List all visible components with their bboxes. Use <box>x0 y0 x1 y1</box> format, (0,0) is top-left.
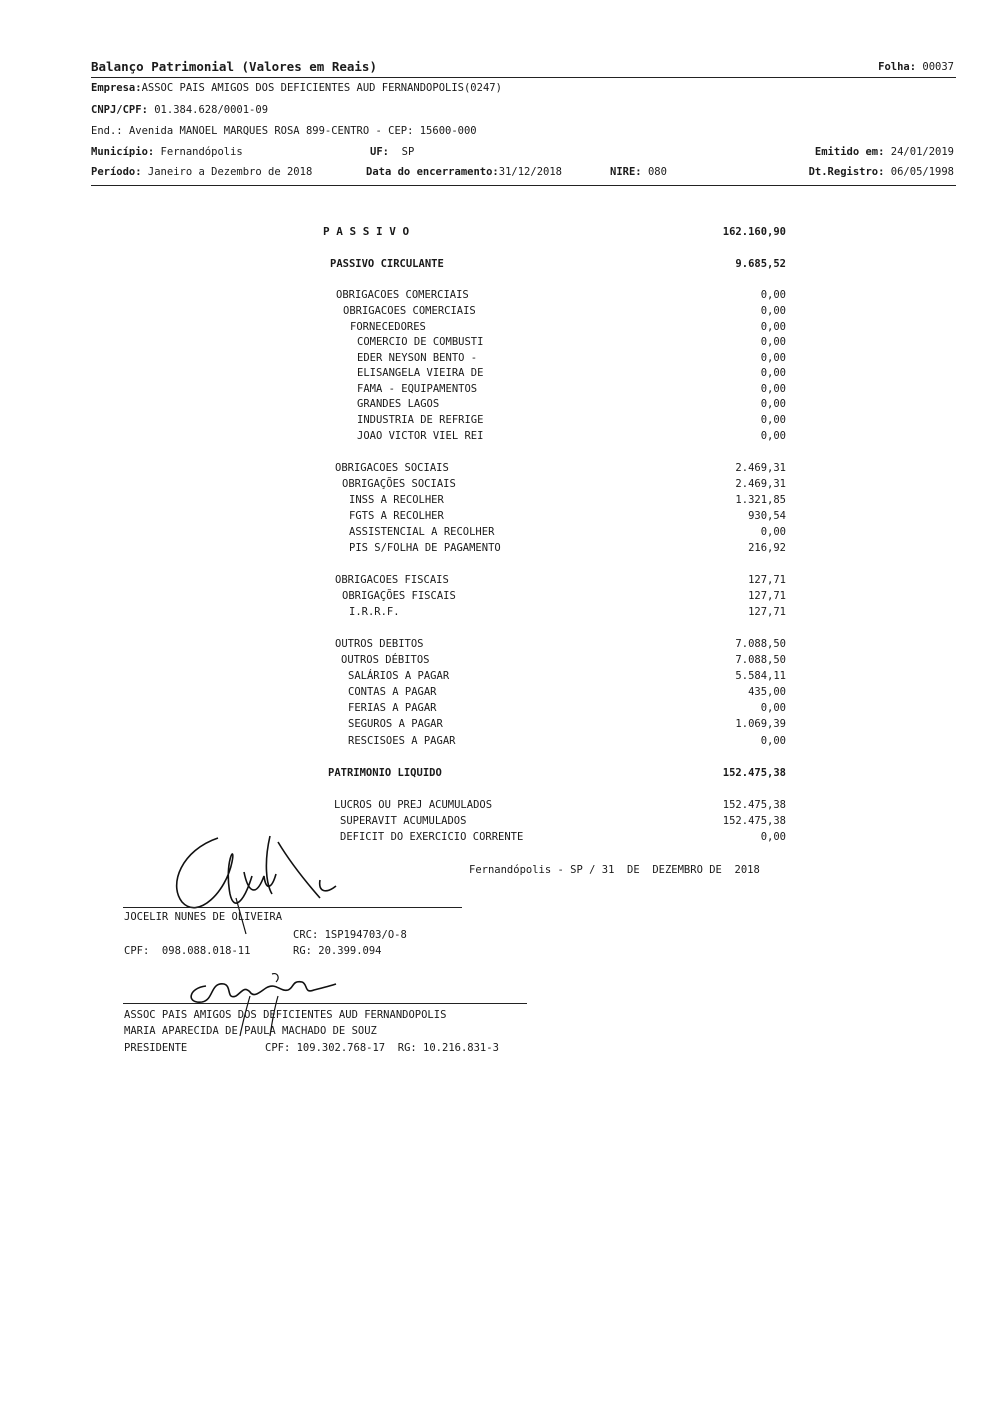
row-value: 9.685,52 <box>735 258 786 270</box>
row-value: 0,00 <box>760 367 786 379</box>
periodo <box>91 165 312 179</box>
folha-value: 00037 <box>922 61 954 73</box>
row-value: 0,00 <box>760 414 786 426</box>
row-value: 127,71 <box>748 606 786 618</box>
row-label: OBRIGAÇÕES SOCIAIS <box>342 478 456 490</box>
header-divider-bottom <box>91 185 956 186</box>
cnpj <box>91 103 268 117</box>
uf <box>370 145 414 159</box>
row-label: FGTS A RECOLHER <box>349 510 444 522</box>
row-label: PATRIMONIO LIQUIDO <box>328 767 442 779</box>
row-value: 152.475,38 <box>722 767 786 779</box>
row-value: 0,00 <box>760 305 786 317</box>
registro-label: Dt.Registro: <box>808 166 885 178</box>
row-value: 152.475,38 <box>722 815 786 827</box>
end-label: End.: <box>91 125 123 137</box>
row-label: OBRIGACOES SOCIAIS <box>335 462 449 474</box>
row-label: GRANDES LAGOS <box>357 398 440 410</box>
encerramento-value: 31/12/2018 <box>498 166 562 178</box>
row-label: PASSIVO CIRCULANTE <box>330 258 444 270</box>
accountant-rg: RG: 20.399.094 <box>293 945 382 957</box>
row-value: 1.321,85 <box>735 494 786 506</box>
row-label: PIS S/FOLHA DE PAGAMENTO <box>349 542 501 554</box>
accountant-cpf: CPF: 098.088.018-11 <box>124 945 251 957</box>
end-value: Avenida MANOEL MARQUES ROSA 899-CENTRO - CEP: 15600-000 <box>128 125 477 137</box>
row-label: OBRIGAÇÕES FISCAIS <box>342 590 456 602</box>
row-value: 216,92 <box>748 542 786 554</box>
entity-name: ASSOC PAIS AMIGOS DOS DEFICIENTES AUD FERNANDOPOLIS <box>124 1009 447 1021</box>
emitido <box>815 145 954 159</box>
row-value: 0,00 <box>760 383 786 395</box>
row-label: EDER NEYSON BENTO - <box>357 352 478 364</box>
nire-label: NIRE: <box>610 166 642 178</box>
row-value: 0,00 <box>760 321 786 333</box>
municipio <box>91 145 243 159</box>
empresa <box>91 81 502 95</box>
accountant-crc: CRC: 1SP194703/O-8 <box>293 929 407 941</box>
emitido-label: Emitido em: <box>814 146 885 158</box>
row-label: FERIAS A PAGAR <box>348 702 437 714</box>
emitido-value: 24/01/2019 <box>890 146 954 158</box>
row-label: LUCROS OU PREJ ACUMULADOS <box>334 799 493 811</box>
row-value: 0,00 <box>760 735 786 747</box>
row-label: INSS A RECOLHER <box>349 494 444 506</box>
place-date: Fernandópolis - SP / 31 DE DEZEMBRO DE 2018 <box>469 864 760 876</box>
uf-label: UF: <box>370 146 389 158</box>
president-signature-line <box>123 1003 527 1004</box>
empresa-label: Empresa: <box>91 82 142 94</box>
row-label: OUTROS DEBITOS <box>335 638 424 650</box>
row-value: 435,00 <box>748 686 786 698</box>
row-value: 0,00 <box>760 352 786 364</box>
accountant-name: JOCELIR NUNES DE OLIVEIRA <box>124 911 283 923</box>
row-label: JOAO VICTOR VIEL REI <box>357 430 484 442</box>
row-value: 0,00 <box>760 289 786 301</box>
row-value passivo-total: 162.160,90 <box>722 226 786 238</box>
row-value: 127,71 <box>748 574 786 586</box>
row-label: DEFICIT DO EXERCICIO CORRENTE <box>340 831 524 843</box>
row-label: FAMA - EQUIPAMENTOS <box>357 383 478 395</box>
encerramento <box>366 165 562 179</box>
row-label: SEGUROS A PAGAR <box>348 718 443 730</box>
row-label: INDUSTRIA DE REFRIGE <box>357 414 484 426</box>
nire <box>610 165 667 179</box>
uf-value: SP <box>401 146 415 158</box>
row-label: OBRIGACOES COMERCIAIS <box>343 305 476 317</box>
row-label passivo-heading: P A S S I V O <box>323 225 410 238</box>
registro-value: 06/05/1998 <box>890 166 954 178</box>
row-label: OBRIGACOES FISCAIS <box>335 574 449 586</box>
endereco <box>91 124 477 138</box>
row-value: 2.469,31 <box>735 462 786 474</box>
municipio-label: Município: <box>91 146 155 158</box>
empresa-value: ASSOC PAIS AMIGOS DOS DEFICIENTES AUD FERNANDOPOLIS(0247) <box>141 82 502 94</box>
header-divider-top <box>91 77 956 78</box>
row-value: 7.088,50 <box>735 654 786 666</box>
row-value: 0,00 <box>760 526 786 538</box>
periodo-value: Janeiro a Dezembro de 2018 <box>147 166 313 178</box>
folha-label: Folha: <box>878 61 917 73</box>
accountant-signature-line <box>123 907 462 908</box>
municipio-value: Fernandópolis <box>160 146 243 158</box>
row-value: 0,00 <box>760 336 786 348</box>
registro <box>809 165 954 179</box>
row-value: 0,00 <box>760 398 786 410</box>
row-value: 127,71 <box>748 590 786 602</box>
row-label: I.R.R.F. <box>349 606 400 618</box>
periodo-label: Período: <box>91 166 142 178</box>
row-value: 0,00 <box>760 430 786 442</box>
president-name: MARIA APARECIDA DE PAULA MACHADO DE SOUZ <box>124 1025 377 1037</box>
cnpj-value: 01.384.628/0001-09 <box>147 104 269 116</box>
row-label: SUPERAVIT ACUMULADOS <box>340 815 467 827</box>
row-label: FORNECEDORES <box>350 321 426 333</box>
cnpj-label: CNPJ/CPF: <box>91 104 148 116</box>
row-label: ELISANGELA VIEIRA DE <box>357 367 484 379</box>
row-value: 0,00 <box>760 702 786 714</box>
nire-value: 080 <box>647 166 667 178</box>
row-label: OUTROS DÉBITOS <box>341 654 430 666</box>
president-docs: CPF: 109.302.768-17 RG: 10.216.831-3 <box>265 1042 499 1054</box>
row-label: SALÁRIOS A PAGAR <box>348 670 450 682</box>
encerramento-label: Data do encerramento: <box>366 166 499 178</box>
row-value: 7.088,50 <box>735 638 786 650</box>
row-value: 2.469,31 <box>735 478 786 490</box>
row-value: 152.475,38 <box>722 799 786 811</box>
row-value: 0,00 <box>760 831 786 843</box>
row-label: CONTAS A PAGAR <box>348 686 437 698</box>
row-label: OBRIGACOES COMERCIAIS <box>336 289 469 301</box>
row-label: COMERCIO DE COMBUSTI <box>357 336 484 348</box>
folha <box>878 60 954 74</box>
row-value: 5.584,11 <box>735 670 786 682</box>
president-role: PRESIDENTE <box>124 1042 188 1054</box>
row-value: 1.069,39 <box>735 718 786 730</box>
row-value: 930,54 <box>748 510 786 522</box>
document-title: Balanço Patrimonial (Valores em Reais) <box>91 59 377 74</box>
row-label: ASSISTENCIAL A RECOLHER <box>349 526 495 538</box>
row-label: RESCISOES A PAGAR <box>348 735 456 747</box>
